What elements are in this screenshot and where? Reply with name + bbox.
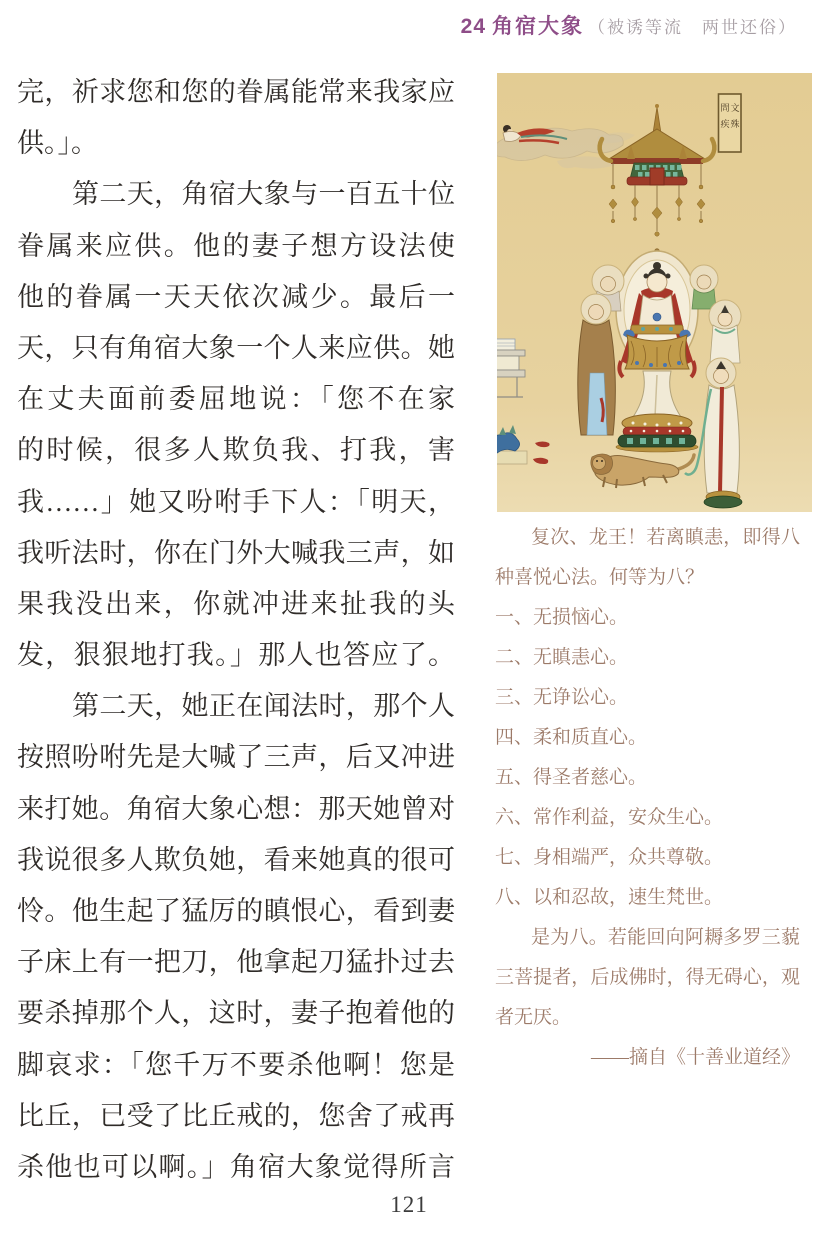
buddhist-painting [497,73,812,512]
text-line: 我说很多人欺负她，看来她真的很可 [17,844,455,875]
quote-line: ——摘自《十善业道经》 [590,1047,800,1068]
quote-line: 种喜悦心法。何等为八？ [495,567,705,588]
text-line: 我……」她又吩咐手下人：「明天， [17,486,455,517]
page-header [461,10,797,40]
text-line: 发，狠狠地打我。」那人也答应了。 [17,640,455,671]
quote-line: 三、无诤讼心。 [495,687,629,708]
text-line: 在丈夫面前委屈地说：「您不在家 [17,384,455,415]
text-line: 完，祈求您和您的眷属能常来我家应 [17,77,455,107]
text-line: 脚哀求：「您千万不要杀他啊！您是 [17,1049,455,1080]
quote-line: 八、以和忍故，速生梵世。 [495,887,724,908]
text-line: 他的眷属一天天依次减少。最后一 [17,281,455,312]
cartouche-char: 殊 [730,119,740,129]
sutra-quote-column [495,518,800,1078]
text-line: 杀他也可以啊。」角宿大象觉得所言 [17,1151,455,1182]
text-line: 第二天，角宿大象与一百五十位 [72,179,455,210]
quote-line: 三菩提者，后成佛时，得无碍心，观 [495,967,800,988]
text-line: 子床上有一把刀，他拿起刀猛扑过去 [17,947,455,978]
quote-line: 者无厌。 [495,1007,572,1028]
text-line: 的时候，很多人欺负我、打我，害 [17,435,455,466]
inscription-cartouche [719,94,742,152]
chapter-number: 24 [460,15,486,38]
text-line: 按照吩咐先是大喊了三声，后又冲进 [17,742,455,773]
text-line: 怜。他生起了猛厉的瞋恨心，看到妻 [17,896,455,926]
quote-line: 四、柔和质直心。 [495,727,648,748]
quote-line: 复次、龙王！若离瞋恚，即得八 [531,527,800,548]
quote-line: 五、得圣者慈心。 [495,767,648,788]
text-line: 果我没出来，你就冲进来扯我的头 [17,588,455,619]
quote-line: 是为八。若能回向阿耨多罗三藐 [531,927,800,948]
chapter-subtitle: （被诱等流 两世还俗） [588,18,797,37]
quote-line: 二、无瞋恚心。 [495,647,629,668]
text-line: 第二天，她正在闻法时，那个人 [72,691,455,722]
text-line: 我听法时，你在门外大喊我三声，如 [17,537,455,568]
quote-line: 一、无损恼心。 [495,607,629,628]
monk-front-left [578,294,616,435]
text-line: 比丘，已受了比丘戒的，您舍了戒再 [17,1100,455,1131]
monk-rear-right [690,265,718,309]
text-line: 眷属来应供。他的妻子想方设法使 [17,230,455,261]
body-text-column [17,67,455,1193]
cartouche-char: 文 [730,103,740,113]
text-line: 要杀掉那个人，这时，妻子抱着他的 [17,998,455,1029]
text-line: 供。」。 [17,128,98,159]
attendant-upper-right [709,300,741,363]
quote-line: 六、常作利益，安众生心。 [495,807,724,828]
chapter-title: 角宿大象 [492,14,584,38]
page-number: 121 [390,1192,428,1217]
cartouche-char: 問 [720,103,730,113]
cartouche-char: 疾 [720,119,730,129]
text-line: 天，只有角宿大象一个人来应供。她 [17,332,455,363]
text-line: 来打她。角宿大象心想：那天她曾对 [17,793,455,824]
quote-line: 七、身相端严，众共尊敬。 [495,847,724,868]
